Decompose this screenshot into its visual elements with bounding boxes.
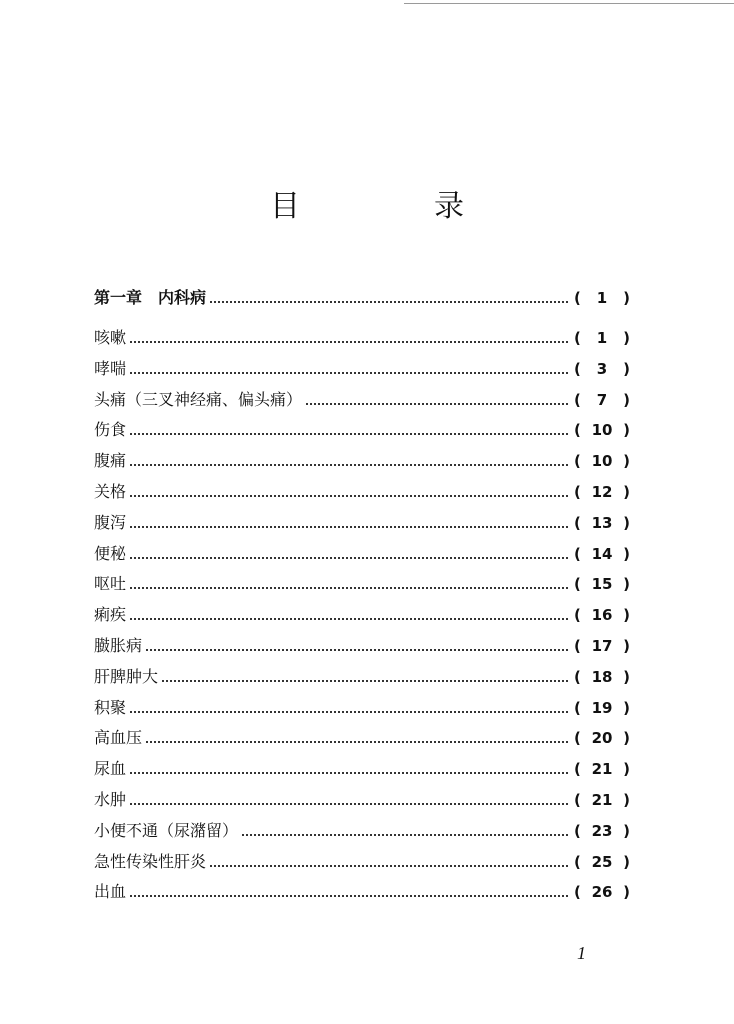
- toc-entry-page-number: 7: [596, 390, 608, 409]
- toc-entry-page-number: 23: [591, 821, 613, 840]
- toc-entry-page-number: 20: [591, 729, 613, 748]
- toc-entry-title: 腹泻: [94, 512, 127, 532]
- toc-entry[interactable]: [90, 633, 630, 664]
- toc-entry-page-number: 15: [591, 575, 613, 594]
- toc-entry[interactable]: [90, 387, 630, 418]
- toc-entry[interactable]: [90, 571, 630, 602]
- toc-entry-page-number: 3: [596, 359, 608, 378]
- toc-entry-page-number: 13: [591, 513, 613, 532]
- toc-entry-title: 出血: [94, 882, 127, 902]
- dot-leader: [130, 618, 568, 620]
- toc-entry-page-number: 25: [591, 852, 613, 871]
- table-of-contents: [90, 285, 630, 910]
- toc-entry-title: 痢疾: [94, 605, 127, 625]
- toc-entry-page-number: 14: [591, 544, 613, 563]
- toc-entry-title: 咳嗽: [94, 328, 127, 347]
- toc-entry-title: 臌胀病: [94, 635, 143, 655]
- toc-entry-title: 积聚: [94, 697, 127, 717]
- toc-entry-page: ( 26 ): [574, 883, 630, 902]
- dot-leader: [130, 433, 568, 435]
- toc-entry-page: ( 18 ): [574, 667, 630, 686]
- page-number: 1: [577, 943, 586, 963]
- toc-entry-page: ( 21 ): [574, 760, 630, 779]
- toc-entry-title: 水肿: [94, 789, 127, 809]
- toc-entry-page-number: 19: [591, 698, 613, 717]
- toc-entry[interactable]: [90, 417, 630, 448]
- toc-entry-page: ( 12 ): [574, 482, 630, 501]
- toc-entry-page: ( 3 ): [574, 359, 630, 378]
- chapter-label: 第一章: [94, 288, 143, 307]
- toc-entry-title: 急性传染性肝炎: [94, 851, 207, 871]
- toc-entry-page-number: 1: [596, 329, 608, 347]
- dot-leader: [242, 834, 568, 836]
- toc-entry[interactable]: [90, 787, 630, 818]
- toc-entry[interactable]: [90, 818, 630, 849]
- toc-entry-page-number: 17: [591, 636, 613, 655]
- chapter-page-number: 1: [596, 289, 608, 307]
- toc-entry-page: ( 17 ): [574, 636, 630, 655]
- toc-entry-title: 尿血: [94, 759, 127, 779]
- dot-leader: [146, 741, 568, 743]
- dot-leader: [130, 803, 568, 805]
- toc-entry[interactable]: [90, 849, 630, 880]
- dot-leader: [210, 865, 568, 867]
- toc-entry-page: ( 16 ): [574, 606, 630, 625]
- toc-entry-title: 头痛（三叉神经痛、偏头痛）: [94, 389, 303, 409]
- dot-leader: [130, 495, 568, 497]
- top-rule: [404, 3, 734, 4]
- toc-entry[interactable]: [90, 756, 630, 787]
- toc-entry[interactable]: [90, 602, 630, 633]
- toc-entry-title: 哮喘: [94, 358, 127, 378]
- toc-entry[interactable]: [90, 725, 630, 756]
- toc-entry-page: ( 10 ): [574, 452, 630, 471]
- dot-leader: [130, 341, 568, 343]
- toc-entry-title: 呕吐: [94, 574, 127, 594]
- toc-entry[interactable]: [90, 510, 630, 541]
- dot-leader: [130, 557, 568, 559]
- toc-chapter-row[interactable]: [90, 285, 630, 325]
- chapter-title: [90, 285, 206, 308]
- toc-entry[interactable]: [90, 325, 630, 356]
- toc-entry[interactable]: [90, 695, 630, 726]
- toc-entry-page: ( 10 ): [574, 421, 630, 440]
- dot-leader: [162, 680, 568, 682]
- page-title: 目 录: [270, 189, 516, 224]
- toc-entry[interactable]: [90, 448, 630, 479]
- dot-leader: [210, 301, 568, 303]
- dot-leader: [130, 587, 568, 589]
- dot-leader: [130, 895, 568, 897]
- toc-entry-page: ( 25 ): [574, 852, 630, 871]
- dot-leader: [306, 403, 568, 405]
- dot-leader: [146, 649, 568, 651]
- toc-entry-page: ( 15 ): [574, 575, 630, 594]
- toc-entry-title: 肝脾肿大: [94, 666, 159, 686]
- chapter-name: 内科病: [158, 288, 207, 307]
- toc-entry[interactable]: [90, 356, 630, 387]
- toc-entry[interactable]: [90, 479, 630, 510]
- toc-entry-page: ( 21 ): [574, 790, 630, 809]
- toc-entry-page-number: 12: [591, 482, 613, 501]
- toc-entry-title: 小便不通（尿潴留）: [94, 820, 239, 840]
- toc-entries: [90, 325, 630, 910]
- toc-entry-page-number: 26: [591, 883, 613, 902]
- dot-leader: [130, 711, 568, 713]
- toc-entry-title: 伤食: [94, 420, 127, 440]
- toc-entry-page-number: 10: [591, 452, 613, 471]
- toc-entry-page: ( 13 ): [574, 513, 630, 532]
- toc-entry-page: ( 7 ): [574, 390, 630, 409]
- toc-entry-page-number: 10: [591, 421, 613, 440]
- toc-entry-title: 关格: [94, 481, 127, 501]
- toc-entry-page: ( 1 ): [574, 329, 630, 347]
- dot-leader: [130, 772, 568, 774]
- toc-entry-page-number: 21: [591, 790, 613, 809]
- toc-entry[interactable]: [90, 541, 630, 572]
- dot-leader: [130, 372, 568, 374]
- toc-entry-page-number: 21: [591, 760, 613, 779]
- toc-entry-page: ( 20 ): [574, 729, 630, 748]
- toc-entry-page-number: 18: [591, 667, 613, 686]
- toc-entry-title: 高血压: [94, 728, 143, 748]
- toc-entry-page-number: 16: [591, 606, 613, 625]
- toc-entry-page: ( 23 ): [574, 821, 630, 840]
- dot-leader: [130, 526, 568, 528]
- toc-entry-title: 腹痛: [94, 451, 127, 471]
- toc-entry-page: ( 14 ): [574, 544, 630, 563]
- toc-entry-page: ( 19 ): [574, 698, 630, 717]
- toc-entry-title: 便秘: [94, 543, 127, 563]
- dot-leader: [130, 464, 568, 466]
- toc-entry[interactable]: [90, 879, 630, 910]
- toc-entry[interactable]: [90, 664, 630, 695]
- chapter-page: ( 1 ): [574, 289, 630, 307]
